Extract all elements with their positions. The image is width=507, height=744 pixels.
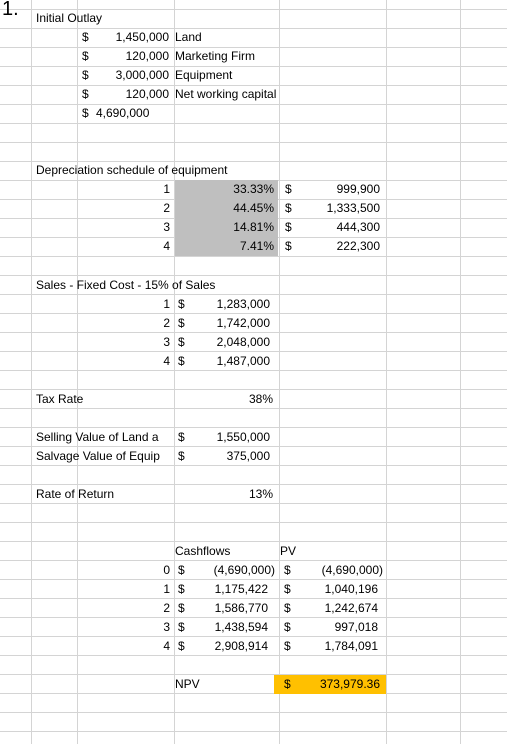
sales-year[interactable]: 3 [163, 335, 170, 349]
outlay-total[interactable]: 4,690,000 [96, 106, 150, 120]
pv-amount[interactable]: 1,040,196 [324, 582, 378, 596]
cashflow-currency[interactable]: $ [178, 620, 185, 634]
sales-currency[interactable]: $ [178, 335, 185, 349]
cashflow-year[interactable]: 4 [163, 639, 170, 653]
cashflow-currency[interactable]: $ [178, 601, 185, 615]
selling-value-land-label[interactable]: Selling Value of Land a [36, 430, 159, 444]
cashflow-year[interactable]: 0 [163, 563, 170, 577]
grid-row-line [0, 256, 507, 257]
sales-amount[interactable]: 1,283,000 [216, 297, 270, 311]
outlay-amount[interactable]: 120,000 [125, 49, 169, 63]
depreciation-amount[interactable]: 222,300 [336, 239, 380, 253]
cashflow-year[interactable]: 1 [163, 582, 170, 596]
depreciation-rate[interactable]: 14.81% [175, 218, 278, 237]
npv-currency: $ [284, 677, 291, 691]
depreciation-amount[interactable]: 1,333,500 [326, 201, 380, 215]
grid-row-line [0, 674, 507, 675]
pv-amount[interactable]: 1,784,091 [324, 639, 378, 653]
grid-row-line [0, 522, 507, 523]
outlay-amount[interactable]: 120,000 [125, 87, 169, 101]
pv-currency[interactable]: $ [284, 563, 291, 577]
pv-amount[interactable]: (4,690,000) [321, 563, 383, 577]
npv-value: 373,979.36 [319, 677, 380, 691]
depreciation-currency[interactable]: $ [285, 201, 292, 215]
sales-amount[interactable]: 1,742,000 [216, 316, 270, 330]
cashflow-amount[interactable]: 1,586,770 [214, 601, 268, 615]
grid-row-line [0, 712, 507, 713]
cashflow-currency[interactable]: $ [178, 563, 185, 577]
sales-currency[interactable]: $ [178, 354, 185, 368]
cashflow-amount[interactable]: 1,438,594 [214, 620, 268, 634]
npv-label[interactable]: NPV [175, 677, 200, 691]
grid-row-line [0, 693, 507, 694]
pv-amount[interactable]: 1,242,674 [324, 601, 378, 615]
pv-currency[interactable]: $ [284, 601, 291, 615]
pv-currency[interactable]: $ [284, 582, 291, 596]
depreciation-year[interactable]: 2 [163, 201, 170, 215]
pv-currency[interactable]: $ [284, 620, 291, 634]
depreciation-currency[interactable]: $ [285, 220, 292, 234]
grid-column-line [77, 0, 78, 744]
tax-rate-value[interactable]: 38% [248, 392, 273, 406]
cashflow-year[interactable]: 2 [163, 601, 170, 615]
sales-year[interactable]: 4 [163, 354, 170, 368]
outlay-label[interactable]: Net working capital [175, 87, 277, 101]
grid-row-line [0, 104, 507, 105]
outlay-amount[interactable]: 1,450,000 [115, 30, 169, 44]
outlay-label[interactable]: Marketing Firm [175, 49, 256, 63]
rate-of-return-label[interactable]: Rate of Return [36, 487, 115, 501]
cashflow-year[interactable]: 3 [163, 620, 170, 634]
grid-column-line [279, 0, 280, 744]
cashflows-header[interactable]: Cashflows [175, 544, 231, 558]
depreciation-year[interactable]: 1 [163, 182, 170, 196]
depreciation-rate[interactable]: 33.33% [175, 180, 278, 199]
initial-outlay-heading[interactable]: Initial Outlay [36, 11, 103, 25]
outlay-label[interactable]: Land [175, 30, 202, 44]
cashflow-amount[interactable]: 2,908,914 [214, 639, 268, 653]
pv-currency[interactable]: $ [284, 639, 291, 653]
salvage-value-equipment-currency[interactable]: $ [178, 449, 185, 463]
salvage-value-equipment-label[interactable]: Salvage Value of Equip [36, 449, 160, 463]
item-number: 1. [2, 0, 19, 20]
grid-column-line [460, 0, 461, 744]
npv-cell[interactable] [274, 675, 386, 694]
outlay-label[interactable]: Equipment [175, 68, 233, 82]
outlay-total-currency[interactable]: $ [82, 106, 89, 120]
cashflow-currency[interactable]: $ [178, 582, 185, 596]
selling-value-land-currency[interactable]: $ [178, 430, 185, 444]
salvage-value-equipment[interactable]: 375,000 [226, 449, 270, 463]
depreciation-currency[interactable]: $ [285, 239, 292, 253]
sales-heading[interactable]: Sales - Fixed Cost - 15% of Sales [36, 278, 216, 292]
depreciation-currency[interactable]: $ [285, 182, 292, 196]
grid-row-line [0, 142, 507, 143]
depreciation-year[interactable]: 4 [163, 239, 170, 253]
sales-currency[interactable]: $ [178, 297, 185, 311]
pv-amount[interactable]: 997,018 [334, 620, 378, 634]
grid-column-line [174, 0, 175, 744]
outlay-currency[interactable]: $ [82, 87, 89, 101]
outlay-amount[interactable]: 3,000,000 [115, 68, 169, 82]
grid-row-line [0, 123, 507, 124]
outlay-currency[interactable]: $ [82, 30, 89, 44]
depreciation-amount[interactable]: 444,300 [336, 220, 380, 234]
depreciation-year[interactable]: 3 [163, 220, 170, 234]
sales-year[interactable]: 1 [163, 297, 170, 311]
outlay-currency[interactable]: $ [82, 68, 89, 82]
pv-header[interactable]: PV [280, 544, 297, 558]
depreciation-rate[interactable]: 7.41% [175, 237, 278, 256]
rate-of-return-value[interactable]: 13% [248, 487, 273, 501]
grid-column-line [31, 0, 32, 744]
outlay-currency[interactable]: $ [82, 49, 89, 63]
cashflow-amount[interactable]: (4,690,000) [213, 563, 275, 577]
grid-column-line [386, 0, 387, 744]
cashflow-currency[interactable]: $ [178, 639, 185, 653]
sales-amount[interactable]: 2,048,000 [216, 335, 270, 349]
cashflow-amount[interactable]: 1,175,422 [214, 582, 268, 596]
grid-row-line [0, 731, 507, 732]
depreciation-rate[interactable]: 44.45% [175, 199, 278, 218]
sales-year[interactable]: 2 [163, 316, 170, 330]
tax-rate-label[interactable]: Tax Rate [36, 392, 84, 406]
selling-value-land[interactable]: 1,550,000 [216, 430, 270, 444]
sales-amount[interactable]: 1,487,000 [216, 354, 270, 368]
depreciation-amount[interactable]: 999,900 [336, 182, 380, 196]
sales-currency[interactable]: $ [178, 316, 185, 330]
depreciation-heading[interactable]: Depreciation schedule of equipment [36, 163, 228, 177]
